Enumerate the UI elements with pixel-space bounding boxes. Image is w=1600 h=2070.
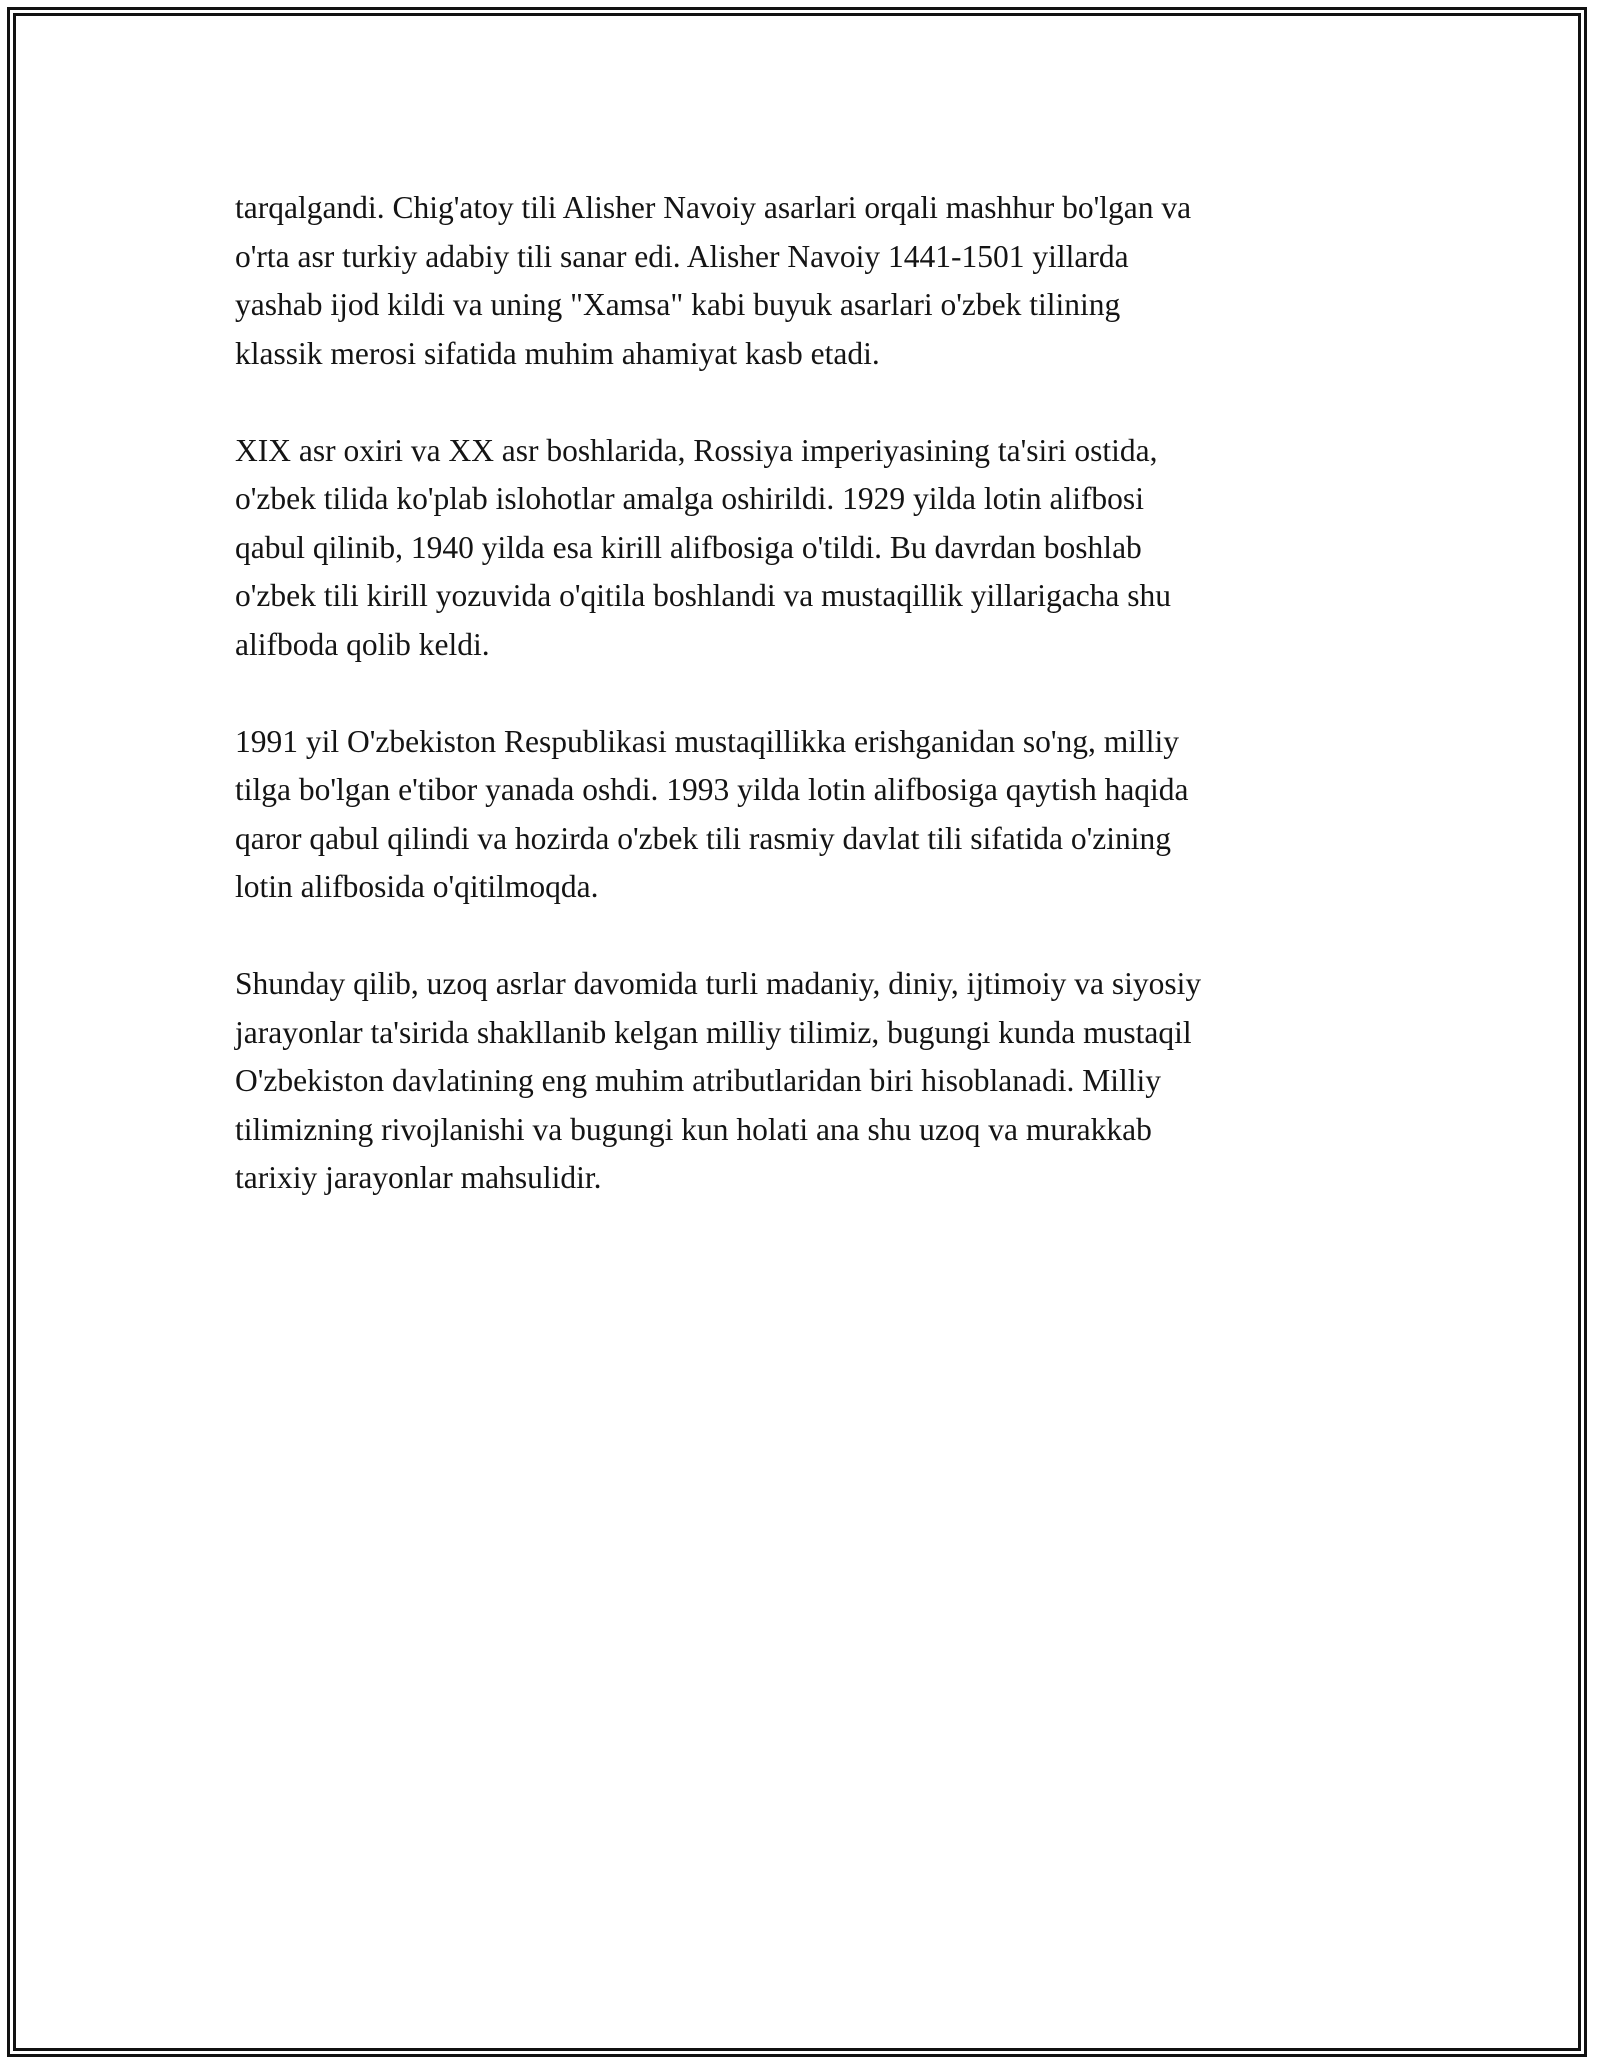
text-line: 1991 yil O'zbekiston Respublikasi mustaqillikka erishganidan so'ng, milliy <box>235 723 1180 759</box>
paragraph-2 <box>235 427 1380 670</box>
text-line: Shunday qilib, uzoq asrlar davomida turli madaniy, diniy, ijtimoiy va siyosiy <box>235 966 1202 1001</box>
paragraph-1 <box>235 184 1380 378</box>
text-line: o'zbek tilida ko'plab islohotlar amalga oshirildi. 1929 yilda lotin alifbosi <box>235 481 1144 516</box>
text-line: yashab ijod kildi va uning "Xamsa" kabi buyuk asarlari o'zbek tilining <box>235 287 1121 322</box>
text-line: XIX asr oxiri va XX asr boshlarida, Rossiya imperiyasining ta'siri ostida, <box>235 432 1158 468</box>
paragraph-3 <box>235 718 1380 912</box>
text-line: tarqalgandi. Chig'atoy tili Alisher Navoiy asarlari orqali mashhur bo'lgan va <box>235 190 1192 225</box>
text-line: jarayonlar ta'sirida shakllanib kelgan milliy tilimiz, bugungi kunda mustaqil <box>235 1014 1192 1050</box>
text-line: O'zbekiston davlatining eng muhim atributlaridan biri hisoblanadi. Milliy <box>235 1063 1162 1098</box>
text-line: tarixiy jarayonlar mahsulidir. <box>235 1160 602 1195</box>
text-line: lotin alifbosida o'qitilmoqda. <box>235 869 599 904</box>
text-line: klassik merosi sifatida muhim ahamiyat kasb etadi. <box>235 335 880 371</box>
text-line: qaror qabul qilindi va hozirda o'zbek tili rasmiy davlat tili sifatida o'zining <box>235 820 1171 856</box>
text-line: qabul qilinib, 1940 yilda esa kirill alifbosiga o'tildi. Bu davrdan boshlab <box>235 529 1142 565</box>
text-line: tilimizning rivojlanishi va bugungi kun holati ana shu uzoq va murakkab <box>235 1111 1152 1147</box>
text-line: tilga bo'lgan e'tibor yanada oshdi. 1993 yilda lotin alifbosiga qaytish haqida <box>235 772 1189 807</box>
text-line: alifboda qolib keldi. <box>235 626 490 662</box>
document-body <box>235 184 1380 1251</box>
text-line: o'zbek tili kirill yozuvida o'qitila boshlandi va mustaqillik yillarigacha shu <box>235 578 1172 613</box>
paragraph-4 <box>235 960 1380 1203</box>
text-line: o'rta asr turkiy adabiy tili sanar edi. Alisher Navoiy 1441-1501 yillarda <box>235 238 1129 274</box>
